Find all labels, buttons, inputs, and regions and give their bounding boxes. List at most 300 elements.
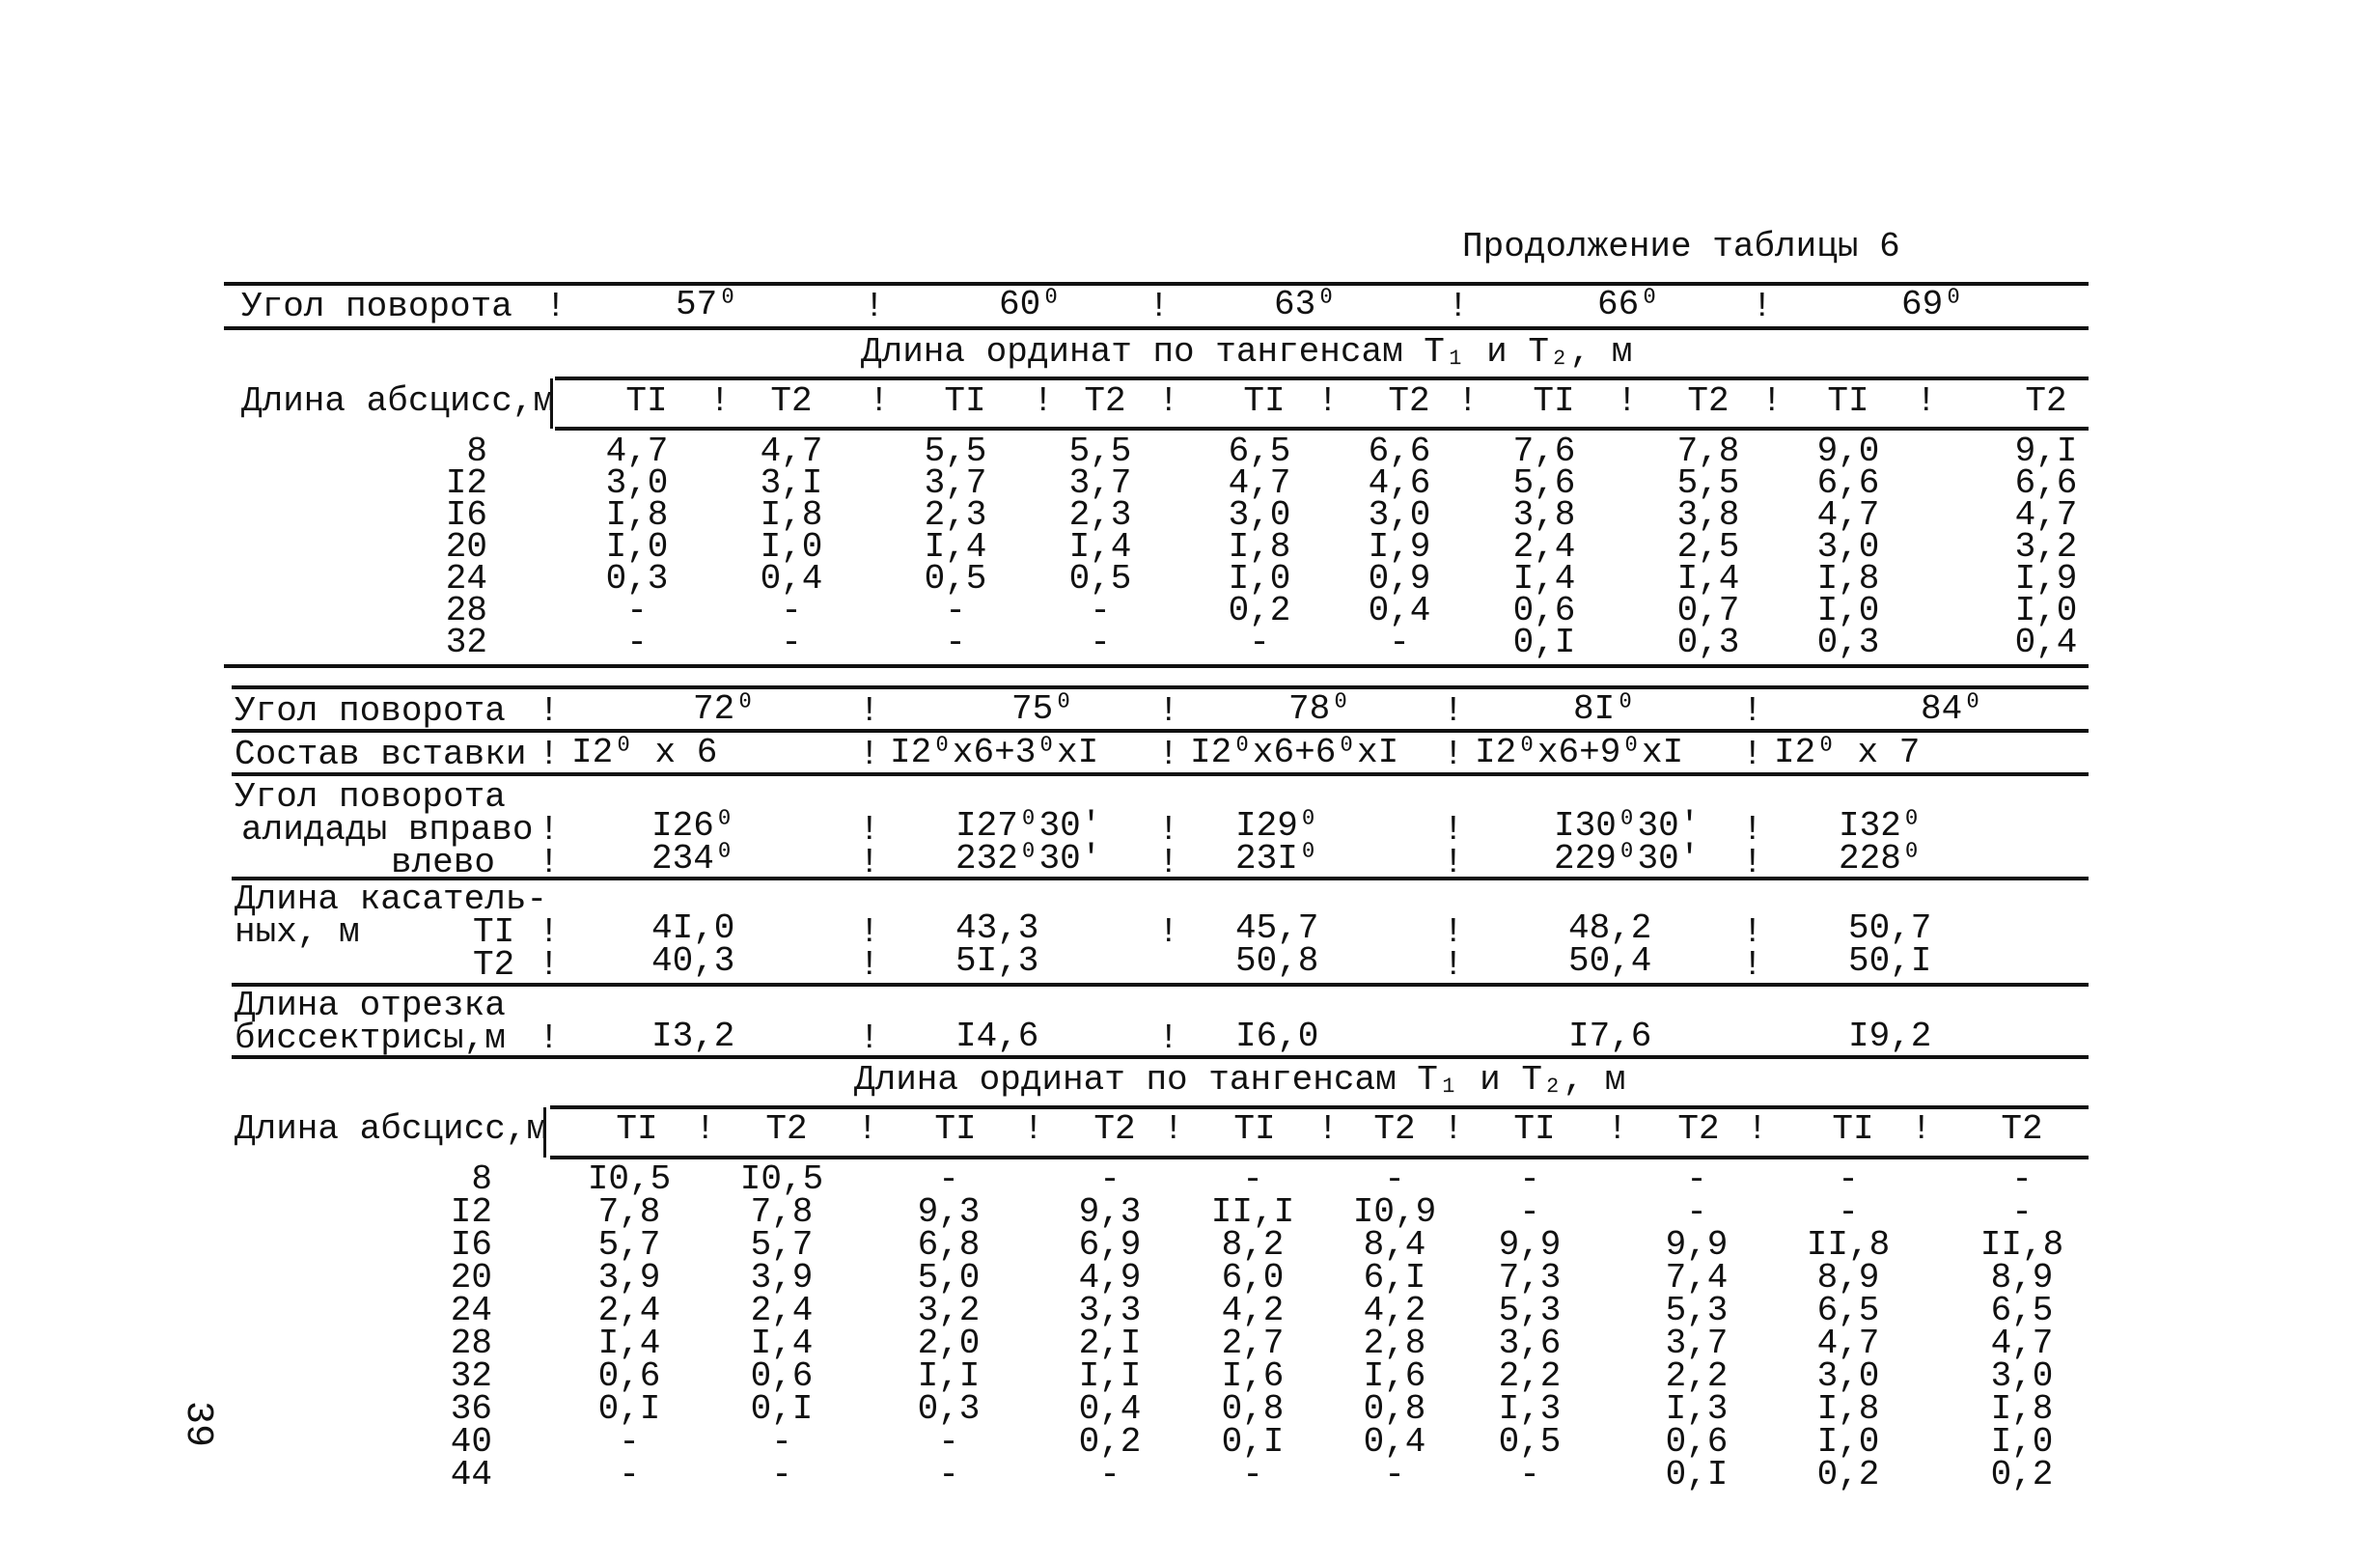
bisector-value: I7,6 bbox=[1568, 1017, 1652, 1056]
bisector-label: Длина отрезка bbox=[235, 986, 506, 1025]
insert-value: I2⁰x6+3⁰xI bbox=[890, 733, 1099, 772]
rule-vertical bbox=[543, 1107, 546, 1158]
column-header: T2 bbox=[2001, 1109, 2043, 1149]
separator-mark: ! bbox=[1158, 1019, 1179, 1058]
separator-mark: ! bbox=[859, 1019, 880, 1058]
alidade-label: алидады вправо bbox=[241, 810, 534, 850]
angle-label: Угол поворота bbox=[241, 287, 512, 326]
separator-mark: ! bbox=[859, 691, 880, 731]
table-cell: 9,9 bbox=[1665, 1225, 1729, 1265]
column-header: T2 bbox=[1687, 381, 1730, 421]
separator-mark: ! bbox=[859, 810, 880, 850]
rule bbox=[232, 772, 2089, 776]
table-cell: 4,7 bbox=[1228, 463, 1291, 503]
separator-mark: ! bbox=[1158, 381, 1179, 421]
table-cell: - bbox=[626, 591, 648, 630]
table-cell: I,6 bbox=[1221, 1356, 1285, 1396]
abscissa-label: Длина абсцисс,м bbox=[235, 1109, 548, 1149]
separator-mark: ! bbox=[1747, 1109, 1768, 1149]
table-cell: I,8 bbox=[1816, 559, 1880, 599]
table-cell: 0,6 bbox=[750, 1356, 814, 1396]
table-cell: 0,2 bbox=[1990, 1455, 2054, 1494]
row-label: 28 bbox=[445, 591, 487, 630]
column-header: TI bbox=[1233, 1109, 1276, 1149]
table-cell: 3,2 bbox=[917, 1291, 981, 1330]
table-cell: 0,I bbox=[1221, 1422, 1285, 1462]
angle-value: 63⁰ bbox=[1274, 285, 1337, 324]
table-cell: - bbox=[1384, 1159, 1405, 1199]
table-cell: 0,3 bbox=[1676, 623, 1740, 662]
table-cell: I,I bbox=[1078, 1356, 1142, 1396]
table-cell: I,I bbox=[917, 1356, 981, 1396]
table-cell: 6,5 bbox=[1228, 432, 1291, 471]
table-cell: I,3 bbox=[1498, 1389, 1562, 1429]
table-cell: - bbox=[771, 1455, 792, 1494]
rule-vertical bbox=[550, 378, 553, 429]
table-cell: I,9 bbox=[2014, 559, 2078, 599]
tangent-t2-label: T2 bbox=[473, 945, 515, 985]
column-header: T2 bbox=[770, 381, 813, 421]
table-cell: 0,3 bbox=[917, 1389, 981, 1429]
table-cell: 2,2 bbox=[1665, 1356, 1729, 1396]
angle-value: 75⁰ bbox=[1011, 689, 1074, 729]
table-cell: 5,5 bbox=[924, 432, 987, 471]
rule bbox=[232, 1055, 2089, 1059]
separator-mark: ! bbox=[1761, 381, 1783, 421]
table-cell: 3,I bbox=[760, 463, 823, 503]
angle-value: 8I⁰ bbox=[1573, 689, 1636, 729]
separator-mark: ! bbox=[1916, 381, 1937, 421]
table-cell: - bbox=[1384, 1455, 1405, 1494]
table-cell: - bbox=[938, 1422, 959, 1462]
separator-mark: ! bbox=[1742, 843, 1763, 882]
angle-value: 60⁰ bbox=[999, 285, 1062, 324]
separator-mark: ! bbox=[1448, 287, 1469, 326]
alidade-right-value: I26⁰ bbox=[651, 806, 735, 846]
table-cell: I,0 bbox=[2014, 591, 2078, 630]
table-cell: - bbox=[1838, 1192, 1859, 1232]
column-header: T2 bbox=[1373, 1109, 1416, 1149]
table-cell: 3,8 bbox=[1512, 495, 1576, 535]
table-cell: 0,8 bbox=[1363, 1389, 1426, 1429]
table-cell: 0,4 bbox=[2014, 623, 2078, 662]
table-cell: I,0 bbox=[1816, 591, 1880, 630]
column-header: T2 bbox=[1677, 1109, 1720, 1149]
table-cell: 0,5 bbox=[1068, 559, 1132, 599]
table-cell: 2,5 bbox=[1676, 527, 1740, 567]
table-cell: 4,2 bbox=[1363, 1291, 1426, 1330]
separator-mark: ! bbox=[1443, 912, 1464, 952]
table-cell: - bbox=[771, 1422, 792, 1462]
table-cell: I,3 bbox=[1665, 1389, 1729, 1429]
separator-mark: ! bbox=[1607, 1109, 1628, 1149]
table-cell: 5,6 bbox=[1512, 463, 1576, 503]
table-cell: I,4 bbox=[1512, 559, 1576, 599]
table-cell: 3,6 bbox=[1498, 1324, 1562, 1363]
tangent-label: ных, м bbox=[235, 912, 360, 952]
separator-mark: ! bbox=[539, 691, 560, 731]
separator-mark: ! bbox=[1742, 945, 1763, 985]
table-cell: 2,4 bbox=[750, 1291, 814, 1330]
separator-mark: ! bbox=[1742, 735, 1763, 774]
separator-mark: ! bbox=[1911, 1109, 1932, 1149]
table-cell: 0,5 bbox=[1498, 1422, 1562, 1462]
insert-value: I2⁰x6+9⁰xI bbox=[1475, 733, 1684, 772]
tangent-t1-label: TI bbox=[473, 912, 515, 952]
table-cell: - bbox=[938, 1159, 959, 1199]
column-header: TI bbox=[1827, 381, 1869, 421]
table-cell: 7,8 bbox=[597, 1192, 661, 1232]
tangent-t2-value: 50,8 bbox=[1235, 941, 1319, 981]
table-cell: 0,I bbox=[1665, 1455, 1729, 1494]
table-cell: - bbox=[1099, 1159, 1121, 1199]
separator-mark: ! bbox=[1158, 735, 1179, 774]
table-cell: 2,4 bbox=[1512, 527, 1576, 567]
column-header: T2 bbox=[1388, 381, 1430, 421]
bisector-value: I6,0 bbox=[1235, 1017, 1319, 1056]
table-cell: 0,I bbox=[750, 1389, 814, 1429]
table-cell: I,0 bbox=[605, 527, 669, 567]
table-cell: 3,0 bbox=[1368, 495, 1431, 535]
table-cell: 6,6 bbox=[2014, 463, 2078, 503]
table-cell: 4,7 bbox=[1816, 495, 1880, 535]
separator-mark: ! bbox=[539, 912, 560, 952]
table-cell: 9,3 bbox=[917, 1192, 981, 1232]
separator-mark: ! bbox=[1443, 945, 1464, 985]
table-cell: 3,0 bbox=[1990, 1356, 2054, 1396]
alidade-right-value: I29⁰ bbox=[1235, 806, 1319, 846]
column-header: T2 bbox=[1084, 381, 1126, 421]
table-cell: - bbox=[938, 1455, 959, 1494]
table-cell: - bbox=[1519, 1159, 1540, 1199]
table-cell: - bbox=[1686, 1159, 1707, 1199]
table-cell: 6,8 bbox=[917, 1225, 981, 1265]
table-cell: 3,0 bbox=[1816, 527, 1880, 567]
table-cell: - bbox=[1389, 623, 1410, 662]
separator-mark: ! bbox=[857, 1109, 878, 1149]
table-cell: 6,6 bbox=[1816, 463, 1880, 503]
table-cell: 3,2 bbox=[2014, 527, 2078, 567]
table-cell: 9,3 bbox=[1078, 1192, 1142, 1232]
row-label: 28 bbox=[450, 1324, 492, 1363]
rule bbox=[555, 377, 2089, 380]
table-cell: 6,9 bbox=[1078, 1225, 1142, 1265]
table-cell: II,8 bbox=[1979, 1225, 2064, 1265]
table-cell: 2,3 bbox=[1068, 495, 1132, 535]
table-cell: 7,3 bbox=[1498, 1258, 1562, 1298]
column-header: T2 bbox=[1093, 1109, 1136, 1149]
separator-mark: ! bbox=[1457, 381, 1479, 421]
separator-mark: ! bbox=[1023, 1109, 1044, 1149]
table-cell: - bbox=[1242, 1159, 1263, 1199]
table-cell: I,4 bbox=[1676, 559, 1740, 599]
row-label: 40 bbox=[450, 1422, 492, 1462]
table-cell: 0,8 bbox=[1221, 1389, 1285, 1429]
tangent-t1-value: 45,7 bbox=[1235, 908, 1319, 948]
table-cell: I,0 bbox=[1228, 559, 1291, 599]
table-cell: - bbox=[1519, 1192, 1540, 1232]
table-cell: 0,2 bbox=[1228, 591, 1291, 630]
table-cell: I0,5 bbox=[587, 1159, 672, 1199]
column-header: TI bbox=[616, 1109, 658, 1149]
table-cell: 3,9 bbox=[597, 1258, 661, 1298]
table-cell: 2,8 bbox=[1363, 1324, 1426, 1363]
tangent-t1-value: 43,3 bbox=[955, 908, 1039, 948]
table-cell: 8,9 bbox=[1990, 1258, 2054, 1298]
separator-mark: ! bbox=[1317, 381, 1339, 421]
tangent-t1-value: 4I,0 bbox=[651, 908, 735, 948]
ordinates-caption: Длина ординат по тангенсам T₁ и T₂, м bbox=[861, 332, 1633, 372]
row-label: I6 bbox=[450, 1225, 492, 1265]
separator-mark: ! bbox=[864, 287, 885, 326]
separator-mark: ! bbox=[859, 912, 880, 952]
separator-mark: ! bbox=[1752, 287, 1773, 326]
row-label: 24 bbox=[445, 559, 487, 599]
table-cell: I,4 bbox=[1068, 527, 1132, 567]
table-cell: - bbox=[781, 591, 802, 630]
row-label: 24 bbox=[450, 1291, 492, 1330]
table-cell: 6,I bbox=[1363, 1258, 1426, 1298]
table-cell: 6,6 bbox=[1368, 432, 1431, 471]
tangent-t2-value: 50,I bbox=[1848, 941, 1932, 981]
row-label: 20 bbox=[450, 1258, 492, 1298]
alidade-right-value: I27⁰30' bbox=[955, 806, 1102, 846]
separator-mark: ! bbox=[859, 735, 880, 774]
separator-mark: ! bbox=[1742, 691, 1763, 731]
separator-mark: ! bbox=[1617, 381, 1638, 421]
table-cell: 0,I bbox=[1512, 623, 1576, 662]
table-cell: - bbox=[1249, 623, 1270, 662]
table-cell: 5,3 bbox=[1498, 1291, 1562, 1330]
separator-mark: ! bbox=[869, 381, 890, 421]
ordinates-caption: Длина ординат по тангенсам T₁ и T₂, м bbox=[854, 1060, 1626, 1100]
bisector-label: биссектрисы,м bbox=[235, 1019, 506, 1058]
table-cell: I,0 bbox=[1990, 1422, 2054, 1462]
row-label: I2 bbox=[450, 1192, 492, 1232]
column-header: TI bbox=[934, 1109, 977, 1149]
column-header: TI bbox=[1832, 1109, 1874, 1149]
separator-mark: ! bbox=[1033, 381, 1054, 421]
separator-mark: ! bbox=[695, 1109, 716, 1149]
table-cell: 3,7 bbox=[924, 463, 987, 503]
separator-mark: ! bbox=[1742, 810, 1763, 850]
table-cell: I,8 bbox=[605, 495, 669, 535]
separator-mark: ! bbox=[1443, 810, 1464, 850]
separator-mark: ! bbox=[1158, 691, 1179, 731]
separator-mark: ! bbox=[1158, 810, 1179, 850]
tangent-t2-value: 50,4 bbox=[1568, 941, 1652, 981]
table-cell: I,8 bbox=[1816, 1389, 1880, 1429]
table-cell: 0,6 bbox=[1512, 591, 1576, 630]
separator-mark: ! bbox=[539, 810, 560, 850]
bisector-value: I3,2 bbox=[651, 1017, 735, 1056]
table-cell: 0,4 bbox=[1078, 1389, 1142, 1429]
table-cell: 8,9 bbox=[1816, 1258, 1880, 1298]
table-cell: 9,I bbox=[2014, 432, 2078, 471]
table-cell: 7,8 bbox=[1676, 432, 1740, 471]
table-cell: 8,4 bbox=[1363, 1225, 1426, 1265]
insert-value: I2⁰ x 6 bbox=[571, 733, 718, 772]
table-cell: 5,5 bbox=[1676, 463, 1740, 503]
separator-mark: ! bbox=[1742, 912, 1763, 952]
column-header: TI bbox=[1533, 381, 1575, 421]
table-cell: 2,3 bbox=[924, 495, 987, 535]
separator-mark: ! bbox=[1163, 1109, 1184, 1149]
table-cell: 7,8 bbox=[750, 1192, 814, 1232]
separator-mark: ! bbox=[1443, 843, 1464, 882]
alidade-right-value: I30⁰30' bbox=[1554, 806, 1701, 846]
table-cell: 0,I bbox=[597, 1389, 661, 1429]
rule bbox=[224, 326, 2089, 330]
table-cell: 8,2 bbox=[1221, 1225, 1285, 1265]
table-cell: 4,7 bbox=[605, 432, 669, 471]
bisector-value: I4,6 bbox=[955, 1017, 1039, 1056]
column-header: TI bbox=[1513, 1109, 1556, 1149]
row-label: 8 bbox=[471, 1159, 492, 1199]
tangent-t1-value: 50,7 bbox=[1848, 908, 1932, 948]
table-cell: 3,3 bbox=[1078, 1291, 1142, 1330]
row-label: 20 bbox=[445, 527, 487, 567]
table-cell: 0,6 bbox=[597, 1356, 661, 1396]
angle-value: 78⁰ bbox=[1288, 689, 1351, 729]
table-cell: I,4 bbox=[597, 1324, 661, 1363]
table-cell: I,8 bbox=[1228, 527, 1291, 567]
table-cell: 4,9 bbox=[1078, 1258, 1142, 1298]
separator-mark: ! bbox=[539, 843, 560, 882]
separator-mark: ! bbox=[859, 843, 880, 882]
separator-mark: ! bbox=[1317, 1109, 1339, 1149]
bisector-value: I9,2 bbox=[1848, 1017, 1932, 1056]
separator-mark: ! bbox=[1158, 843, 1179, 882]
angle-value: 84⁰ bbox=[1921, 689, 1983, 729]
insert-value: I2⁰x6+6⁰xI bbox=[1190, 733, 1399, 772]
rule bbox=[224, 282, 2089, 286]
table-cell: - bbox=[2011, 1159, 2033, 1199]
table-cell: 3,0 bbox=[1816, 1356, 1880, 1396]
separator-mark: ! bbox=[545, 287, 567, 326]
table-cell: - bbox=[626, 623, 648, 662]
separator-mark: ! bbox=[539, 1019, 560, 1058]
angle-value: 69⁰ bbox=[1901, 285, 1964, 324]
tangent-t1-value: 48,2 bbox=[1568, 908, 1652, 948]
angle-value: 72⁰ bbox=[693, 689, 756, 729]
table-cell: - bbox=[781, 623, 802, 662]
table-cell: - bbox=[1838, 1159, 1859, 1199]
table-cell: 7,4 bbox=[1665, 1258, 1729, 1298]
alidade-label: влево bbox=[390, 843, 495, 882]
row-label: 32 bbox=[450, 1356, 492, 1396]
table-cell: 0,5 bbox=[924, 559, 987, 599]
rule bbox=[232, 685, 2089, 689]
table-cell: 0,2 bbox=[1816, 1455, 1880, 1494]
column-header: T2 bbox=[765, 1109, 808, 1149]
table-cell: 6,0 bbox=[1221, 1258, 1285, 1298]
column-header: TI bbox=[1243, 381, 1286, 421]
table-cell: 9,9 bbox=[1498, 1225, 1562, 1265]
tangent-label: Длина касатель- bbox=[235, 879, 548, 919]
table-cell: - bbox=[1519, 1455, 1540, 1494]
insert-label: Состав вставки bbox=[235, 735, 527, 774]
table-cell: 0,3 bbox=[605, 559, 669, 599]
table-cell: - bbox=[1686, 1192, 1707, 1232]
table-cell: - bbox=[1242, 1455, 1263, 1494]
table-cell: - bbox=[1099, 1455, 1121, 1494]
table-cell: 4,7 bbox=[1816, 1324, 1880, 1363]
alidade-left-value: 232⁰30' bbox=[955, 839, 1102, 879]
table-cell: 0,4 bbox=[1363, 1422, 1426, 1462]
rule bbox=[232, 983, 2089, 987]
table-cell: I,0 bbox=[1816, 1422, 1880, 1462]
separator-mark: ! bbox=[859, 945, 880, 985]
table-cell: 0,3 bbox=[1816, 623, 1880, 662]
separator-mark: ! bbox=[1443, 1109, 1464, 1149]
table-cell: 4,7 bbox=[760, 432, 823, 471]
table-cell: 5,0 bbox=[917, 1258, 981, 1298]
table-cell: 3,7 bbox=[1665, 1324, 1729, 1363]
table-cell: 5,7 bbox=[750, 1225, 814, 1265]
table-cell: 2,2 bbox=[1498, 1356, 1562, 1396]
table-cell: I,9 bbox=[1368, 527, 1431, 567]
table-cell: II,I bbox=[1210, 1192, 1295, 1232]
table-cell: 0,7 bbox=[1676, 591, 1740, 630]
table-cell: II,8 bbox=[1806, 1225, 1891, 1265]
column-header: TI bbox=[625, 381, 668, 421]
table-cell: - bbox=[1090, 591, 1111, 630]
separator-mark: ! bbox=[709, 381, 731, 421]
table-cell: 5,5 bbox=[1068, 432, 1132, 471]
tangent-t2-value: 5I,3 bbox=[955, 941, 1039, 981]
alidade-left-value: 23I⁰ bbox=[1235, 839, 1319, 879]
alidade-left-value: 229⁰30' bbox=[1554, 839, 1701, 879]
table-cell: 0,6 bbox=[1665, 1422, 1729, 1462]
abscissa-label: Длина абсцисс,м bbox=[241, 381, 555, 421]
table-cell: - bbox=[1090, 623, 1111, 662]
angle-value: 66⁰ bbox=[1597, 285, 1660, 324]
row-label: 8 bbox=[466, 432, 487, 471]
row-label: I2 bbox=[445, 463, 487, 503]
table-cell: 3,9 bbox=[750, 1258, 814, 1298]
table-cell: 5,3 bbox=[1665, 1291, 1729, 1330]
table-cell: I,4 bbox=[924, 527, 987, 567]
table-cell: 9,0 bbox=[1816, 432, 1880, 471]
table-cell: 0,2 bbox=[1078, 1422, 1142, 1462]
table-cell: 4,6 bbox=[1368, 463, 1431, 503]
table-cell: 5,7 bbox=[597, 1225, 661, 1265]
angle-label: Угол поворота bbox=[235, 691, 506, 731]
table-cell: I,0 bbox=[760, 527, 823, 567]
alidade-label: Угол поворота bbox=[235, 777, 506, 817]
row-label: I6 bbox=[445, 495, 487, 535]
table-cell: 3,8 bbox=[1676, 495, 1740, 535]
table-cell: 4,7 bbox=[2014, 495, 2078, 535]
separator-mark: ! bbox=[539, 945, 560, 985]
rule bbox=[224, 664, 2089, 668]
column-header: T2 bbox=[2025, 381, 2067, 421]
table-cell: - bbox=[619, 1422, 640, 1462]
alidade-right-value: I32⁰ bbox=[1839, 806, 1923, 846]
separator-mark: ! bbox=[539, 735, 560, 774]
table-cell: 6,5 bbox=[1990, 1291, 2054, 1330]
table-cell: 2,4 bbox=[597, 1291, 661, 1330]
table-cell: I,8 bbox=[1990, 1389, 2054, 1429]
table-cell: I,6 bbox=[1363, 1356, 1426, 1396]
table-cell: 6,5 bbox=[1816, 1291, 1880, 1330]
table-cell: 2,7 bbox=[1221, 1324, 1285, 1363]
table-cell: 0,4 bbox=[1368, 591, 1431, 630]
column-header: TI bbox=[944, 381, 986, 421]
table-cell: I0,9 bbox=[1352, 1192, 1437, 1232]
insert-value: I2⁰ x 7 bbox=[1774, 733, 1921, 772]
